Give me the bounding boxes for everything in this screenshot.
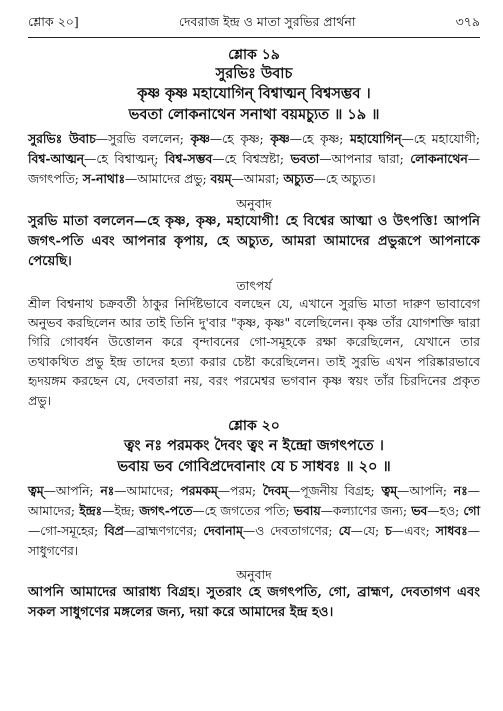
synonym-meaning: সাধুগণের। bbox=[28, 543, 79, 558]
synonym-word: যে bbox=[338, 523, 351, 539]
synonym-meaning: পরম; bbox=[230, 484, 257, 499]
synonym-word: দৈবম্ bbox=[262, 483, 288, 499]
running-header bbox=[28, 14, 480, 38]
synonym-word: সুরভিঃ উবাচ bbox=[28, 131, 96, 146]
synonym-word: বিশ্ব-আত্মন্ bbox=[28, 151, 85, 167]
synonym-word: পরমকম্ bbox=[180, 483, 218, 499]
synonym-word: ভবায় bbox=[293, 503, 321, 519]
verse-20-translation: আপনি আমাদের আরাধ্য বিগ্রহ। সুতরাং হে জগৎপতি, গো, ব্রাহ্মণ, দেবতাগণ এবং সকল সাধুগণের মঙ্গলের জন্য, দয়া করে আমাদের ইন্দ্র হও। bbox=[28, 584, 480, 620]
synonym-word: জগৎ-পতে bbox=[139, 503, 193, 519]
synonym-word: নঃ bbox=[100, 483, 115, 499]
verse-20-synonyms: ত্বম্—আপনি; নঃ—আমাদের; পরমকম্—পরম; দৈবম্—পূজনীয় বিগ্রহ; ত্বম্—আপনি; নঃ—আমাদের; ইন্দ্রঃ—ইন্দ্র; জগৎ-পতে—হে জগতের পতি; ভবায়—কল্যাণের জন্য; ভব—হও; গো—গো-সমূহের; বিপ্র—ব্রাহ্মণগণের; দেবানাম্—ও দেবতাগণের; যে—যে; চ—এবং; সাধবঃ—সাধুগণের। bbox=[28, 483, 481, 558]
synonym-meaning: এবং; bbox=[404, 524, 430, 539]
synonym-word: অচ্যুত bbox=[283, 171, 314, 187]
synonym-meaning: আমাদের প্রভু; bbox=[137, 172, 207, 187]
synonym-meaning: আপনি; bbox=[55, 484, 94, 499]
synonym-meaning: আমাদের; bbox=[28, 504, 76, 519]
synonym-word: বিশ্ব-সম্ভব bbox=[165, 151, 213, 167]
header-verse-ref: শ্লোক ২০] bbox=[28, 14, 79, 29]
synonym-meaning: পূজনীয় বিগ্রহ; bbox=[300, 484, 375, 499]
synonym-word: ইন্দ্রঃ bbox=[79, 503, 103, 519]
synonym-word: ভবতা bbox=[290, 151, 320, 167]
synonym-word: দেবানাম্ bbox=[203, 523, 243, 539]
synonym-meaning: আপনার দ্বারা; bbox=[331, 152, 404, 167]
synonym-meaning: কল্যাণের জন্য; bbox=[332, 504, 408, 519]
header-chapter-title: দেবরাজ ইন্দ্র ও মাতা সুরভির প্রার্থনা bbox=[178, 14, 356, 29]
verse-20-line-1: ত্বং নঃ পরমকং দৈবং ত্বং ন ইন্দ্রো জগৎপতে । bbox=[124, 437, 384, 455]
synonym-word: ত্বম্ bbox=[28, 483, 44, 499]
verse-19-line-1: কৃষ্ণ কৃষ্ণ মহাযোগিন্ বিশ্বাত্মন্ বিশ্বসম্ভব । bbox=[137, 85, 371, 102]
verse-20-number: শ্লোক ২০ bbox=[228, 418, 280, 435]
synonym-word: গো bbox=[463, 503, 481, 519]
verse-19-purport-title: তাৎপর্য bbox=[236, 277, 272, 293]
synonym-meaning: হে অচ্যুত। bbox=[325, 172, 376, 187]
synonym-word: চ bbox=[385, 523, 392, 539]
synonym-word: বিপ্র bbox=[104, 523, 124, 539]
synonym-meaning: হে বিশ্বাত্মন্; bbox=[96, 152, 159, 167]
synonym-meaning: ও দেবতাগণের; bbox=[255, 524, 333, 539]
synonym-word: কৃষ্ণ bbox=[270, 131, 290, 146]
synonym-word: লোকনাথেন bbox=[410, 151, 468, 167]
book-page bbox=[28, 14, 480, 623]
verse-19-purport: শ্রীল বিশ্বনাথ চক্রবর্তী ঠাকুর নির্দিষ্টভাবে বলছেন যে, এখানে সুরভি মাতা দারুণ ভাবাবেগ অনুভব করছিলেন আর তাই তিনি দু'বার "কৃষ্ণ, কৃষ্ণ" বলেছিলেন। কৃষ্ণ তাঁর যোগশক্তি দ্বারা গিরি গোবর্ধন উত্তোলন করে বৃন্দাবনের গো-সমূহকে রক্ষা করেছিলেন, যেখানে তার তথাকথিত প্রভু ইন্দ্র তাদের হত্যা করার চেষ্টা করেছিলেন। তাই সুরভি এখন পরিষ্কারভাবে হৃদয়ঙ্গম করছেন যে, দেবতারা নয়, বরং পরমেশ্বর ভগবান কৃষ্ণ স্বয়ং তাঁর চিরদিনের প্রকৃত প্রভু। bbox=[28, 295, 480, 408]
verse-19-translation: সুরভি মাতা বললেন—হে কৃষ্ণ, কৃষ্ণ, মহাযোগী! হে বিশ্বের আত্মা ও উৎপত্তি! আপনি জগৎ-পতি এবং আপনার কৃপায়, হে অচ্যুত, আমরা আমাদের প্রভুরূপে আপনাকে পেয়েছি। bbox=[28, 213, 480, 269]
page-number: ৩৭৯ bbox=[455, 14, 480, 29]
synonym-meaning: গো-সমূহের; bbox=[40, 524, 99, 539]
synonym-meaning: ব্রাহ্মণগণের; bbox=[136, 524, 198, 539]
synonym-word: ত্বম্ bbox=[381, 483, 398, 499]
synonym-word: বয়ম্ bbox=[210, 171, 232, 187]
verse-19-translation-title: অনুবাদ bbox=[236, 195, 272, 211]
synonym-word: নঃ bbox=[453, 483, 468, 499]
synonym-word: স-নাথাঃ bbox=[82, 171, 126, 187]
synonym-meaning: হে কৃষ্ণ; bbox=[301, 132, 344, 146]
synonym-meaning: হে বিশ্বস্রষ্টা; bbox=[224, 152, 284, 167]
synonym-meaning: সুরভি বললেন; bbox=[108, 132, 184, 146]
synonym-meaning: হে জগতের পতি; bbox=[204, 504, 290, 519]
synonym-word: সাধবঃ bbox=[435, 523, 468, 539]
synonym-word: ভব bbox=[411, 503, 428, 519]
verse-19-number: শ্লোক ১৯ bbox=[228, 47, 280, 63]
synonym-word: কৃষ্ণ bbox=[190, 131, 210, 146]
verse-20-translation-title: অনুবাদ bbox=[236, 566, 272, 582]
synonym-meaning: হে কৃষ্ণ; bbox=[222, 132, 264, 146]
synonym-meaning: হে মহাযোগী; bbox=[413, 132, 480, 146]
synonym-meaning: জগৎপতি; bbox=[28, 172, 79, 187]
verse-20-line-2: ভবায় ভব গোবিপ্রদেবানাং যে চ সাধবঃ ॥ ২০ ॥ bbox=[117, 458, 391, 476]
synonym-meaning: আপনি; bbox=[409, 484, 448, 499]
synonym-meaning: আমরা; bbox=[243, 172, 280, 187]
verse-19-line-2: ভবতা লোকনাথেন সনাথা বয়মচ্যুত ॥ ১৯ ॥ bbox=[128, 106, 380, 123]
synonym-meaning: আমাদের; bbox=[126, 484, 174, 499]
synonym-meaning: হও; bbox=[439, 504, 460, 519]
synonym-word: মহাযোগিন্ bbox=[350, 131, 402, 146]
synonym-meaning: যে; bbox=[362, 524, 380, 539]
verse-19-speaker: সুরভিঃ উবাচ bbox=[215, 65, 293, 82]
verse-19-synonyms: সুরভিঃ উবাচ—সুরভি বললেন; কৃষ্ণ—হে কৃষ্ণ; কৃষ্ণ—হে কৃষ্ণ; মহাযোগিন্—হে মহাযোগী; বিশ্ব-আত্মন্—হে বিশ্বাত্মন্; বিশ্ব-সম্ভব—হে বিশ্বস্রষ্টা; ভবতা—আপনার দ্বারা; লোকনাথেন—জগৎপতি; স-নাথাঃ—আমাদের প্রভু; বয়ম্—আমরা; অচ্যুত—হে অচ্যুত। bbox=[28, 131, 480, 187]
synonym-meaning: ইন্দ্র; bbox=[114, 504, 135, 519]
